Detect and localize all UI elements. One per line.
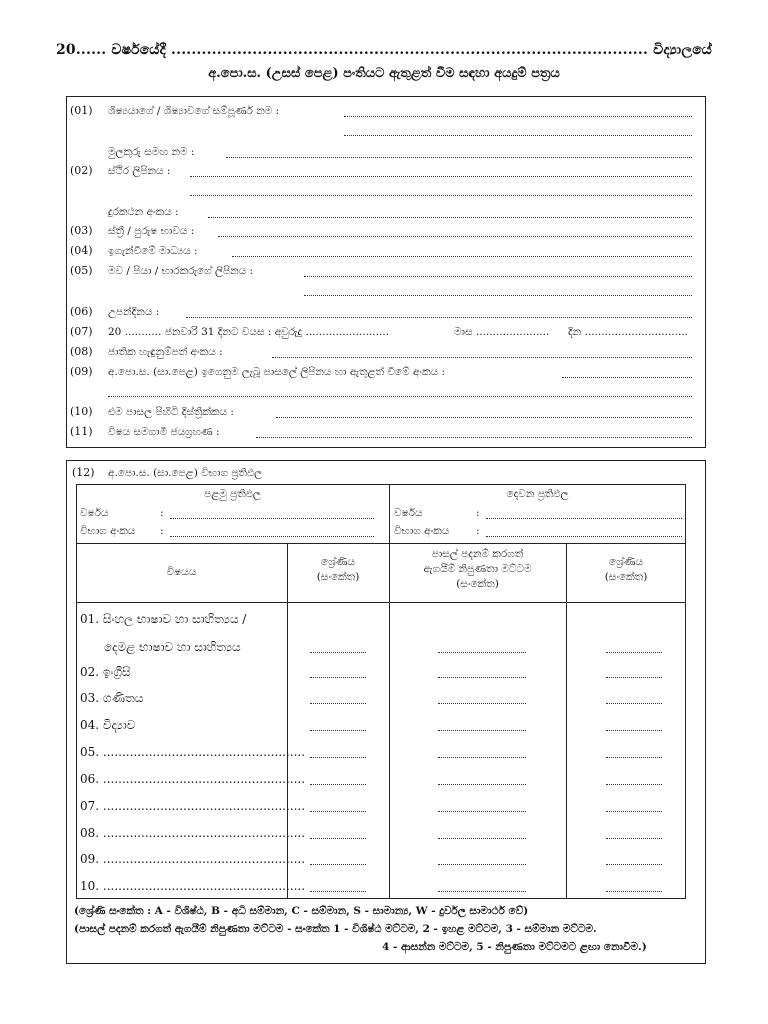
subject-label: 09. .....................................................: [80, 852, 306, 866]
second-year-colon: :: [476, 507, 480, 519]
name-with-initials-field[interactable]: [226, 147, 692, 158]
col-grade1-header: [287, 555, 389, 585]
guardian-address-label: මව / පියා / භාරකරුගේ ලිපිනය :: [108, 265, 254, 277]
subject-label: 01. සිංහල භාෂාව හා සාහිත්‍යය /: [80, 612, 247, 626]
field-10-number: (10): [70, 405, 93, 418]
skill-level-field[interactable]: [438, 828, 526, 839]
field-11-number: (11): [70, 425, 93, 438]
grade1-field[interactable]: [310, 801, 366, 812]
col-grade2-label: ශ්‍රේණිය: [609, 556, 643, 568]
grade2-field[interactable]: [606, 774, 662, 785]
grade2-field[interactable]: [606, 747, 662, 758]
exam-results-title: අ.පො.ස. (සා.පෙළ) විභාග ප්‍රතිඵල: [108, 467, 263, 479]
district-field[interactable]: [276, 407, 692, 418]
subject-label: 02. ඉංග්‍රීසි: [80, 665, 131, 679]
grade1-field[interactable]: [310, 881, 366, 892]
field-07-number: (07): [70, 325, 93, 338]
achievements-field[interactable]: [256, 427, 692, 438]
field-05-number: (05): [70, 264, 93, 277]
grade2-field[interactable]: [606, 801, 662, 812]
table-header-divider: [76, 602, 686, 603]
col-divider-1: [287, 543, 288, 899]
grade1-field[interactable]: [310, 642, 366, 653]
grade1-field[interactable]: [310, 693, 366, 704]
nic-field[interactable]: [272, 347, 692, 358]
medium-label: ඉගැන්වීමේ මාධ්‍යය :: [108, 245, 198, 257]
field-01-number: (01): [70, 104, 93, 117]
field-03-number: (03): [70, 224, 93, 237]
col-divider-2: [389, 543, 390, 899]
previous-school-field-2[interactable]: [108, 386, 692, 397]
second-exam-no-field[interactable]: [486, 526, 682, 537]
field-08-number: (08): [70, 345, 93, 358]
first-year-label: වර්ෂය: [80, 507, 109, 519]
first-result-heading: පළමු ප්‍රතිඵල: [204, 488, 261, 500]
skill-legend-2: 4 - ආසන්න මට්ටම, 5 - නිපුණතා මට්ටමට ළඟා නොවීම.): [382, 941, 647, 953]
grade1-field[interactable]: [310, 667, 366, 678]
age-months-label: මාස ......................: [454, 326, 550, 338]
field-06-number: (06): [70, 305, 93, 318]
birthday-label: උපන්දිනය :: [108, 306, 160, 318]
subject-label: 08. .....................................................: [80, 826, 306, 840]
form-header: [0, 42, 768, 81]
grade-legend: (ශ්‍රේණි සංකේත : A - විශිෂ්ඨ, B - අධි සම්මාන, C - සම්මාන, S - සාමාන්‍ය, W - දුර්වල සාමාර්ථ වේ): [74, 905, 529, 917]
subject-label: 06. .....................................................: [80, 772, 306, 786]
phone-field[interactable]: [208, 207, 692, 218]
form-title: අ.පො.ස. (උසස් පෙළ) පංතියට ඇතුළත් වීම සඳහා අයදුම් පත්‍රය: [208, 66, 560, 81]
grade1-field[interactable]: [310, 828, 366, 839]
grade1-field[interactable]: [310, 774, 366, 785]
full-name-field[interactable]: [344, 106, 692, 117]
grade2-field[interactable]: [606, 854, 662, 865]
permanent-address-field-2[interactable]: [190, 185, 692, 196]
subject-label: 05. .....................................................: [80, 745, 306, 759]
col-subject-header: විෂයය: [166, 566, 197, 578]
skill-level-field[interactable]: [438, 693, 526, 704]
skill-level-field[interactable]: [438, 747, 526, 758]
medium-field[interactable]: [232, 246, 692, 257]
subject-label: 04. විද්‍යාව: [80, 718, 136, 732]
grade2-field[interactable]: [606, 828, 662, 839]
second-exam-no-label: විභාග අංකය: [394, 525, 450, 537]
subject-results-table: [76, 543, 686, 899]
col-grade1-sub: (සංකේත): [316, 571, 360, 583]
district-label: එම පාසල පිහිටි දිස්ත්‍රික්කය :: [108, 406, 234, 418]
first-year-field[interactable]: [170, 508, 374, 519]
gender-field[interactable]: [218, 226, 692, 237]
skill-legend-1: (පාසල් පදනම් කරගත් ඇගයීම් නිපුණතා මට්ටම - සංකේත 1 - විශිෂ්ඨ මට්ටම, 2 - ඉහළ මට්ටම, 3 - සම්මාන මට්ටම.: [74, 923, 597, 935]
previous-school-label: අ.පො.ස. (සා.පෙළ) ඉගෙනුම ලැබූ පාසලේ ලිපිනය හා ඇතුළත් වීමේ අංකය :: [108, 366, 446, 378]
permanent-address-label: ස්ථිර ලිපිනය :: [108, 165, 171, 177]
field-04-number: (04): [70, 244, 93, 257]
grade1-field[interactable]: [310, 720, 366, 731]
second-result-heading: දෙවන ප්‍රතිඵල: [506, 488, 569, 500]
col-grade1-label: ශ්‍රේණිය: [321, 556, 355, 568]
first-year-colon: :: [160, 507, 164, 519]
phone-label: දුරකථන අංකය :: [108, 206, 179, 218]
full-name-field-2[interactable]: [344, 125, 692, 136]
first-exam-no-label: විභාග අංකය: [80, 525, 136, 537]
first-exam-no-field[interactable]: [170, 526, 374, 537]
field-12-number: (12): [72, 466, 95, 479]
col-skill-header: [389, 547, 566, 592]
second-year-field[interactable]: [486, 508, 682, 519]
col-divider-3: [566, 543, 567, 899]
age-label: 20 ........... ජනවාරි 31 දිනට වයස : අවුරුදු .........................: [108, 326, 389, 338]
col-skill-line1: පාසල් පදනම් කරගත්: [431, 548, 524, 560]
second-exam-no-colon: :: [476, 525, 480, 537]
guardian-address-field-2[interactable]: [304, 285, 692, 296]
col-grade2-sub: (සංකේත): [604, 571, 648, 583]
col-skill-line3: (සංකේත): [456, 578, 499, 590]
skill-level-field[interactable]: [438, 720, 526, 731]
field-09-number: (09): [70, 365, 93, 378]
subject-label: 10. .....................................................: [80, 879, 306, 893]
col-skill-line2: ඇගයීම් නිපුණතා මට්ටම: [423, 563, 532, 575]
school-year-line: 20...... වර්ෂයේදී .............................................................................................. විද්‍යාලයේ: [55, 42, 713, 58]
age-days-label: දින ...............................: [568, 326, 688, 338]
name-with-initials-label: මුලකුරු සමඟ නම :: [108, 146, 195, 158]
previous-school-field[interactable]: [562, 367, 692, 378]
achievements-label: විෂය සමගාමී ජයග්‍රහණ :: [108, 426, 220, 438]
skill-level-field[interactable]: [438, 774, 526, 785]
second-year-label: වර්ෂය: [394, 507, 423, 519]
grade2-field[interactable]: [606, 667, 662, 678]
permanent-address-field[interactable]: [190, 166, 692, 177]
grade2-field[interactable]: [606, 720, 662, 731]
first-exam-no-colon: :: [160, 525, 164, 537]
skill-level-field[interactable]: [438, 801, 526, 812]
gender-label: ස්ත්‍රී / පුරුෂ භාවය :: [108, 225, 195, 237]
guardian-address-field[interactable]: [304, 266, 692, 277]
subject-label: 03. ගණිතය: [80, 691, 144, 705]
field-02-number: (02): [70, 164, 93, 177]
grade1-field[interactable]: [310, 854, 366, 865]
grade2-field[interactable]: [606, 642, 662, 653]
grade2-field[interactable]: [606, 881, 662, 892]
skill-level-field[interactable]: [438, 854, 526, 865]
grade1-field[interactable]: [310, 747, 366, 758]
subject-label: 07. .....................................................: [80, 799, 306, 813]
skill-level-field[interactable]: [438, 642, 526, 653]
skill-level-field[interactable]: [438, 667, 526, 678]
birthday-field[interactable]: [186, 307, 692, 318]
grade2-field[interactable]: [606, 693, 662, 704]
full-name-label: ශිෂ්‍යයාගේ / ශිෂ්‍යාවගේ සම්පූර්ණ නම :: [108, 105, 280, 117]
col-grade2-header: [566, 555, 686, 585]
subject-label: දෙමළ භාෂාව හා සාහිත්‍යය: [104, 640, 241, 654]
skill-level-field[interactable]: [438, 881, 526, 892]
nic-label: ජාතික හැඳුනුම්පත් අංකය :: [108, 346, 223, 358]
